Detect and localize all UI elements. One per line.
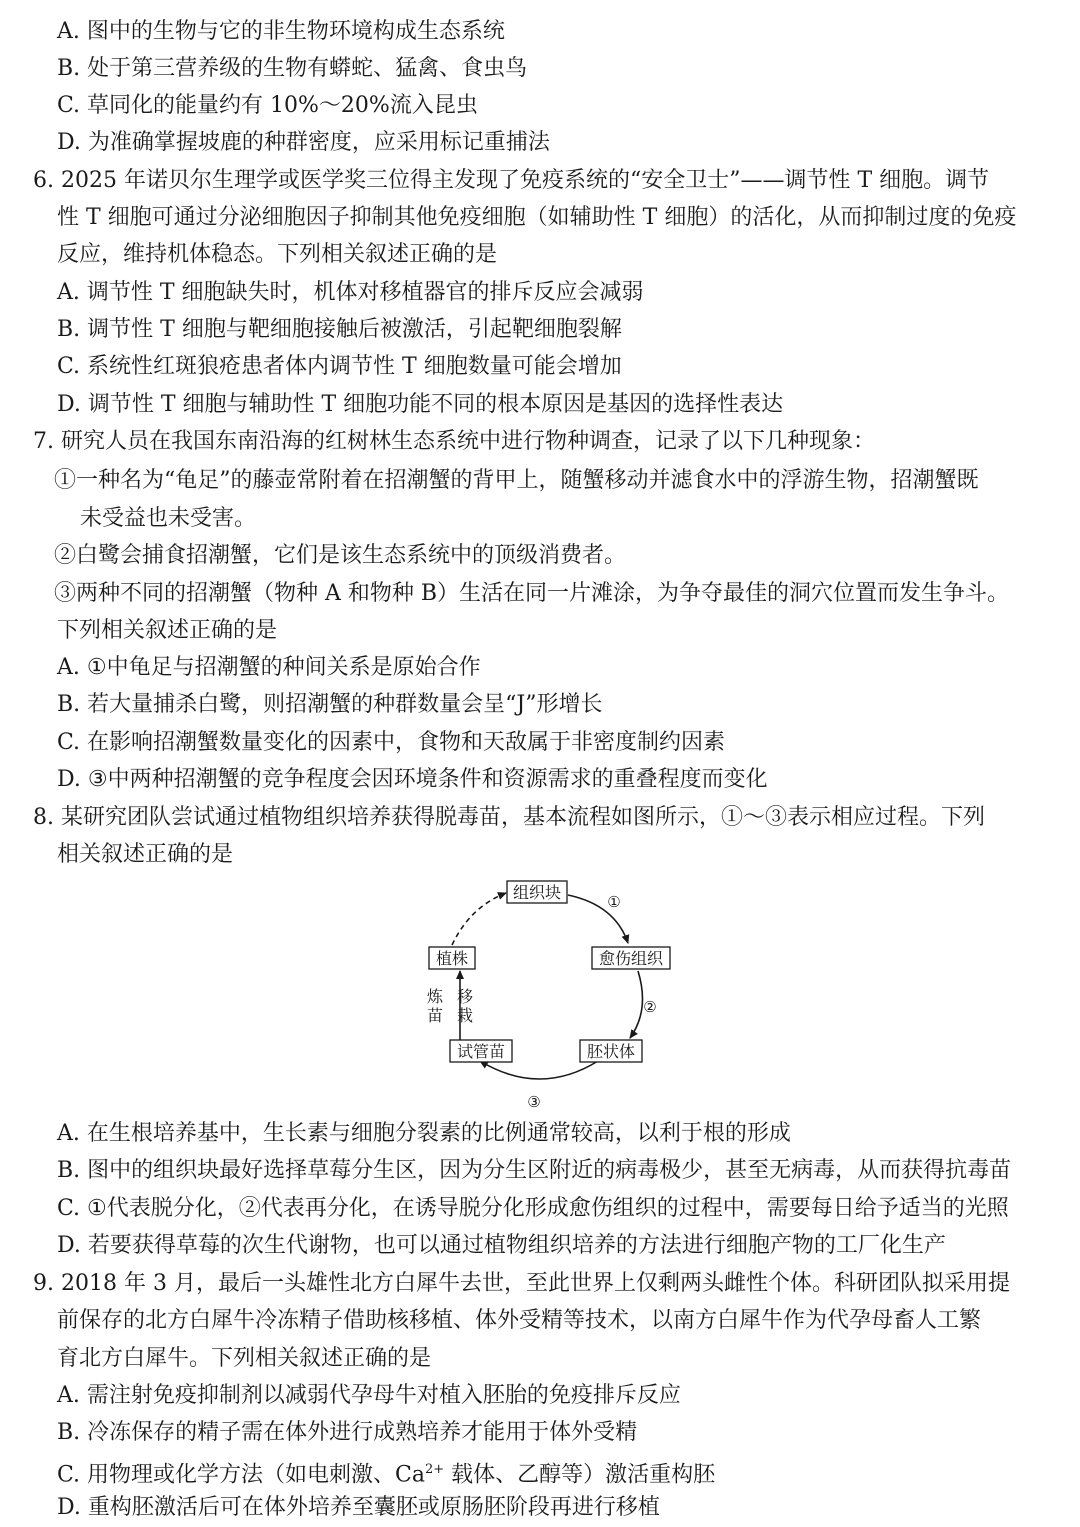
step-1-label: ①	[607, 893, 621, 911]
q9-option-d: D. 重构胚激活后可在体外培养至囊胚或原肠胚阶段再进行移植	[57, 1495, 660, 1520]
q9-option-c-text: C. 用物理或化学方法（如电刺激、Ca	[57, 1462, 425, 1488]
q7-item-2: ②白鹭会捕食招潮蟹，它们是该生态系统中的顶级消费者。	[54, 543, 627, 568]
q7-item-1-cont: 未受益也未受害。	[80, 506, 257, 531]
q6-stem-line-2: 性 T 细胞可通过分泌细胞因子抑制其他免疫细胞（如辅助性 T 细胞）的活化，从而抑制过度的免疫	[57, 205, 1017, 230]
q7-question: 下列相关叙述正确的是	[57, 618, 278, 643]
q8-stem-line-2: 相关叙述正确的是	[57, 842, 234, 867]
q9-option-c-superscript: 2+	[425, 1462, 445, 1477]
arrow-3	[480, 1061, 598, 1079]
q6-option-a: A. 调节性 T 细胞缺失时，机体对移植器官的排斥反应会减弱	[57, 280, 644, 305]
q8-stem-line-1: 8. 某研究团队尝试通过植物组织培养获得脱毒苗，基本流程如图所示，①～③表示相应过程。下列	[33, 805, 985, 830]
q8-option-d: D. 若要获得草莓的次生代谢物，也可以通过植物组织培养的方法进行细胞产物的工厂化生产	[57, 1233, 946, 1258]
q6-option-c: C. 系统性红斑狼疮患者体内调节性 T 细胞数量可能会增加	[57, 354, 622, 379]
q6-option-d: D. 调节性 T 细胞与辅助性 T 细胞功能不同的根本原因是基因的选择性表达	[57, 392, 784, 417]
arrow-2	[630, 971, 643, 1038]
step-2-label: ②	[643, 998, 657, 1016]
q7-option-c: C. 在影响招潮蟹数量变化的因素中，食物和天敌属于非密度制约因素	[57, 730, 726, 755]
q5-option-b: B. 处于第三营养级的生物有蟒蛇、猛禽、食虫鸟	[57, 56, 528, 81]
side-label-zai: 栽	[456, 1006, 474, 1025]
q7-option-b: B. 若大量捕杀白鹭，则招潮蟹的种群数量会呈“J”形增长	[57, 692, 603, 717]
arrow-5	[452, 893, 506, 945]
node-plant: 植株	[435, 949, 469, 968]
q7-item-1: ①一种名为“龟足”的藤壶常附着在招潮蟹的背甲上，随蟹移动并滤食水中的浮游生物，招潮蟹既	[54, 468, 979, 493]
q5-option-d: D. 为准确掌握坡鹿的种群密度，应采用标记重捕法	[57, 130, 550, 155]
q5-option-a: A. 图中的生物与它的非生物环境构成生态系统	[57, 19, 505, 44]
side-label-miao: 苗	[426, 1006, 444, 1025]
q6-stem-line-1: 6. 2025 年诺贝尔生理学或医学奖三位得主发现了免疫系统的“安全卫士”——调节性 T 细胞。调节	[33, 168, 990, 193]
q7-option-a: A. ①中龟足与招潮蟹的种间关系是原始合作	[57, 655, 481, 680]
q6-option-b: B. 调节性 T 细胞与靶细胞接触后被激活，引起靶细胞裂解	[57, 317, 622, 342]
q7-intro: 7. 研究人员在我国东南沿海的红树林生态系统中进行物种调查，记录了以下几种现象：	[33, 429, 875, 454]
q8-option-c: C. ①代表脱分化，②代表再分化，在诱导脱分化形成愈伤组织的过程中，需要每日给予适当的光照	[57, 1196, 1009, 1221]
step-3-label: ③	[527, 1093, 541, 1111]
node-callus: 愈伤组织	[598, 949, 664, 968]
q9-stem-line-1: 9. 2018 年 3 月，最后一头雄性北方白犀牛去世，至此世界上仅剩两头雌性个体。科研团队拟采用提	[33, 1271, 1010, 1296]
q8-option-a: A. 在生根培养基中，生长素与细胞分裂素的比例通常较高，以利于根的形成	[57, 1121, 791, 1146]
node-embryoid: 胚状体	[586, 1042, 636, 1061]
q7-option-d: D. ③中两种招潮蟹的竞争程度会因环境条件和资源需求的重叠程度而变化	[57, 767, 768, 792]
side-label-lian: 炼	[426, 987, 444, 1006]
tissue-culture-diagram	[400, 875, 700, 1115]
q6-stem-line-3: 反应，维持机体稳态。下列相关叙述正确的是	[57, 242, 498, 267]
q9-stem-line-3: 育北方白犀牛。下列相关叙述正确的是	[57, 1346, 432, 1371]
node-test-tube-seedling: 试管苗	[456, 1042, 506, 1061]
q9-stem-line-2: 前保存的北方白犀牛冷冻精子借助核移植、体外受精等技术，以南方白犀牛作为代孕母畜人工繁	[57, 1308, 982, 1333]
q8-option-b: B. 图中的组织块最好选择草莓分生区，因为分生区附近的病毒极少，甚至无病毒，从而获得抗毒苗	[57, 1158, 1012, 1183]
node-tissue-block: 组织块	[512, 883, 562, 902]
side-label-yi: 移	[456, 987, 474, 1006]
q5-option-c: C. 草同化的能量约有 10%～20%流入昆虫	[57, 93, 478, 118]
q9-option-c	[57, 1455, 716, 1488]
q9-option-b: B. 冷冻保存的精子需在体外进行成熟培养才能用于体外受精	[57, 1420, 638, 1445]
q9-option-a: A. 需注射免疫抑制剂以减弱代孕母牛对植入胚胎的免疫排斥反应	[57, 1383, 681, 1408]
q7-item-3: ③两种不同的招潮蟹（物种 A 和物种 B）生活在同一片滩涂，为争夺最佳的洞穴位置而发生争斗。	[54, 581, 1010, 606]
q9-option-c-text-end: 载体、乙醇等）激活重构胚	[444, 1462, 716, 1488]
